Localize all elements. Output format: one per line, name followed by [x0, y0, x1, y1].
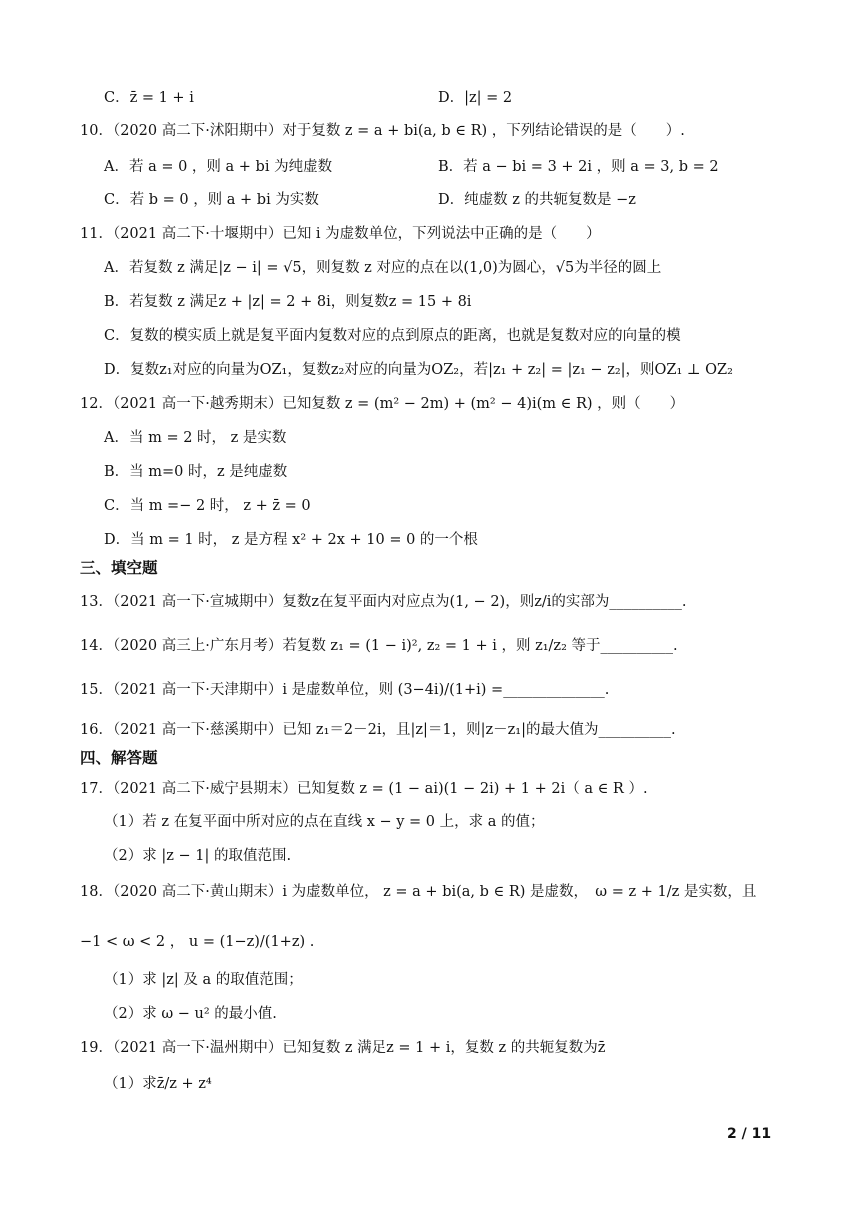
q11-option-d: D．复数z₁对应的向量为OZ₁，复数z₂对应的向量为OZ₂，若|z₁ + z₂| = |z₁ − z₂|，则OZ₁ ⊥ OZ₂: [104, 362, 733, 378]
q11-option-c: C．复数的模实质上就是复平面内复数对应的点到原点的距离，也就是复数对应的向量的模: [104, 328, 681, 344]
q12-option-d: D．当 m = 1 时， z 是方程 x² + 2x + 10 = 0 的一个根: [104, 532, 478, 548]
q11-option-a: A．若复数 z 满足|z − i| = √5，则复数 z 对应的点在以(1,0)为圆心，√5为半径的圆上: [104, 260, 662, 276]
q19-stem: 19．（2021 高一下·温州期中）已知复数 z 满足z = 1 + i，复数 z 的共轭复数为z̄: [80, 1040, 606, 1056]
q10-stem: 10．（2020 高二下·沭阳期中）对于复数 z = a + bi(a, b ∈ R) ，下列结论错误的是（ ）.: [80, 123, 685, 139]
q17-part-1: （1）若 z 在复平面中所对应的点在直线 x − y = 0 上，求 a 的值；: [104, 814, 545, 830]
q12-option-a: A．当 m = 2 时， z 是实数: [104, 430, 287, 446]
q12-option-c: C．当 m =− 2 时， z + z̄ = 0: [104, 498, 311, 514]
q11-option-b: B．若复数 z 满足z + |z| = 2 + 8i，则复数z = 15 + 8i: [104, 294, 472, 310]
q16-stem: 16．（2021 高一下·慈溪期中）已知 z₁＝2－2i，且|z|＝1，则|z－z₁|的最大值为__________.: [80, 722, 676, 738]
q14-stem: 14．（2020 高三上·广东月考）若复数 z₁ = (1 − i)², z₂ = 1 + i ，则 z₁/z₂ 等于__________.: [80, 638, 678, 654]
q9-option-c: C．z̄ = 1 + i: [104, 90, 194, 106]
q18-part-1: （1）求 |z| 及 a 的取值范围；: [104, 972, 303, 988]
q12-stem: 12．（2021 高一下·越秀期末）已知复数 z = (m² − 2m) + (m² − 4)i(m ∈ R) ，则（ ）: [80, 396, 685, 412]
q12-option-b: B．当 m=0 时，z 是纯虚数: [104, 464, 288, 480]
q18-stem-line2: −1 < ω < 2 ， u = (1−z)/(1+z) .: [80, 934, 315, 950]
q18-stem-line1: 18．（2020 高二下·黄山期末）i 为虚数单位， z = a + bi(a, b ∈ R) 是虚数， ω = z + 1/z 是实数，且: [80, 884, 757, 900]
q11-stem: 11．（2021 高二下·十堰期中）已知 i 为虚数单位，下列说法中正确的是（ ）: [80, 226, 601, 242]
q17-stem: 17．（2021 高二下·威宁县期末）已知复数 z = (1 − ai)(1 − 2i) + 1 + 2i（ a ∈ R ）.: [80, 781, 648, 797]
section-heading-answer: 四、解答题: [80, 749, 158, 767]
q10-option-a: A．若 a = 0 ，则 a + bi 为纯虚数: [104, 159, 333, 175]
q10-option-c: C．若 b = 0 ，则 a + bi 为实数: [104, 192, 319, 208]
q9-option-d: D．|z| = 2: [438, 90, 513, 106]
q10-option-b: B．若 a − bi = 3 + 2i ，则 a = 3, b = 2: [438, 159, 719, 175]
q19-part-1: （1）求z̄/z + z⁴: [104, 1076, 212, 1092]
q15-stem: 15．（2021 高一下·天津期中）i 是虚数单位，则 (3−4i)/(1+i) =______________.: [80, 682, 610, 698]
q13-stem: 13．（2021 高一下·宣城期中）复数z在复平面内对应点为(1, − 2)，则z/i的实部为__________.: [80, 594, 687, 610]
q10-option-d: D．纯虚数 z 的共轭复数是 −z: [438, 192, 636, 208]
page-number: 2 / 11: [727, 1126, 772, 1142]
section-heading-fill-blank: 三、填空题: [80, 559, 158, 577]
q17-part-2: （2）求 |z − 1| 的取值范围.: [104, 848, 292, 864]
q18-part-2: （2）求 ω − u² 的最小值.: [104, 1006, 277, 1022]
